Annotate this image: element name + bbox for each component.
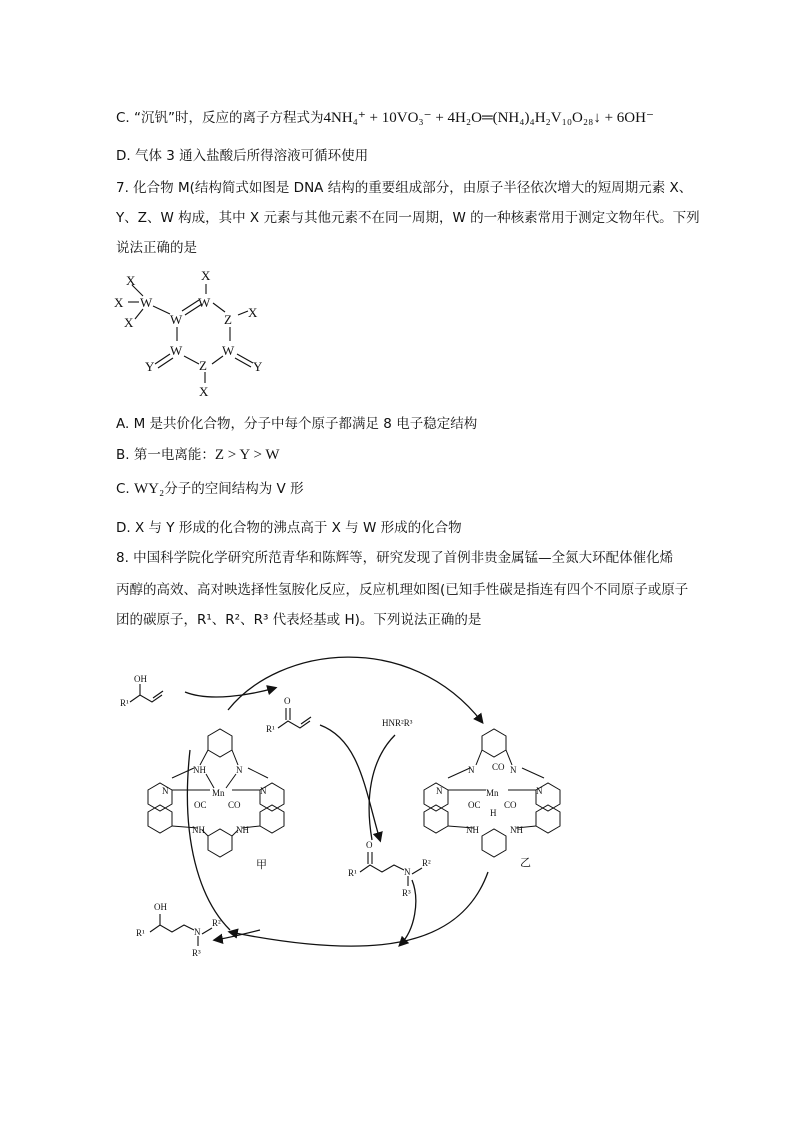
q7-option-c	[116, 479, 304, 499]
option-c-equation-rhs: (NH₄)₄H₂V₁₀O₂₈↓ + 6OH⁻	[492, 110, 654, 126]
label-n: N	[162, 786, 169, 796]
label-co: CO	[228, 800, 241, 810]
atom-x: X	[124, 315, 134, 330]
label-n: N	[436, 786, 443, 796]
atom-z: Z	[199, 358, 207, 373]
q8-stem-line-3: 团的碳原子，R¹、R²、R³ 代表烃基或 H)。下列说法正确的是	[116, 612, 482, 628]
q7-option-d: D. X 与 Y 形成的化合物的沸点高于 X 与 W 形成的化合物	[116, 520, 462, 536]
label-r1: R¹	[136, 928, 145, 938]
atom-w: W	[140, 295, 153, 310]
atom-w: W	[170, 343, 183, 358]
atom-x: X	[248, 305, 258, 320]
compound-m-structure	[110, 264, 280, 404]
label-n: N	[260, 786, 267, 796]
option-c	[116, 108, 654, 128]
atom-w: W	[198, 295, 211, 310]
label-n: N	[536, 786, 543, 796]
q7-stem-line-2: Y、Z、W 构成，其中 X 元素与其他元素不在同一周期，W 的一种核素常用于测定文物年代。下列	[116, 210, 700, 226]
q7-option-b-formula: Z > Y > W	[214, 447, 280, 463]
q7-stem-line-3: 说法正确的是	[116, 240, 197, 256]
atom-x: X	[126, 273, 136, 288]
label-nh: NH	[193, 765, 206, 775]
q7-option-c-formula: WY₂	[134, 481, 165, 497]
label-r1: R¹	[120, 698, 129, 708]
label-nh: NH	[466, 825, 479, 835]
q7-option-c-prefix: C.	[116, 481, 130, 497]
label-n: N	[510, 765, 517, 775]
label-h: H	[490, 808, 497, 818]
label-nh: NH	[236, 825, 249, 835]
label-n: N	[236, 765, 243, 775]
label-catalyst-jia: 甲	[256, 858, 267, 871]
atom-y: Y	[253, 359, 263, 374]
label-r3: R³	[192, 948, 201, 958]
atom-w: W	[222, 343, 235, 358]
atom-x: X	[201, 268, 211, 283]
q7-option-b	[116, 445, 280, 465]
label-nh: NH	[510, 825, 523, 835]
q7-option-b-prefix: B. 第一电离能：	[116, 447, 215, 463]
option-c-equation-lhs: 4NH₄⁺ + 10VO₃⁻ + 4H₂O	[323, 110, 482, 126]
label-n: N	[194, 927, 201, 937]
label-mn: Mn	[212, 788, 225, 798]
label-oc: OC	[468, 800, 481, 810]
label-co: CO	[504, 800, 517, 810]
label-o: O	[284, 696, 291, 706]
atom-z: Z	[224, 312, 232, 327]
reaction-mechanism-diagram	[110, 640, 610, 980]
label-co: CO	[492, 762, 505, 772]
label-nh: NH	[192, 825, 205, 835]
equation-equals-sign: ═	[481, 110, 493, 126]
option-d: D. 气体 3 通入盐酸后所得溶液可循环使用	[116, 148, 369, 164]
label-oh: OH	[154, 902, 167, 912]
label-r2: R²	[212, 918, 221, 928]
q7-option-a: A. M 是共价化合物，分子中每个原子都满足 8 电子稳定结构	[116, 416, 478, 432]
label-n: N	[468, 765, 475, 775]
atom-x: X	[199, 384, 209, 399]
label-o: O	[366, 840, 373, 850]
atom-x: X	[114, 295, 124, 310]
label-r1: R¹	[348, 868, 357, 878]
q7-option-c-suffix: 分子的空间结构为 V 形	[164, 481, 304, 497]
atom-y: Y	[145, 359, 155, 374]
label-reagent: HNR²R³	[382, 718, 413, 728]
q7-stem-line-1: 7. 化合物 M(结构简式如图是 DNA 结构的重要组成部分，由原子半径依次增大的短周期元素 X、	[116, 180, 693, 196]
q8-stem-line-1: 8. 中国科学院化学研究所范青华和陈辉等，研究发现了首例非贵金属锰—全氮大环配体催化烯	[116, 550, 674, 566]
option-c-prefix: C. “沉钒”时，反应的离子方程式为	[116, 110, 324, 126]
label-oc: OC	[194, 800, 207, 810]
label-oh: OH	[134, 674, 147, 684]
label-r1: R¹	[266, 724, 275, 734]
label-mn: Mn	[486, 788, 499, 798]
atom-w: W	[170, 312, 183, 327]
label-n: N	[404, 867, 411, 877]
label-r2: R²	[422, 858, 431, 868]
label-r3: R³	[402, 888, 411, 898]
q8-stem-line-2: 丙醇的高效、高对映选择性氢胺化反应，反应机理如图(已知手性碳是指连有四个不同原子或原子	[116, 582, 689, 598]
label-catalyst-yi: 乙	[520, 856, 531, 869]
